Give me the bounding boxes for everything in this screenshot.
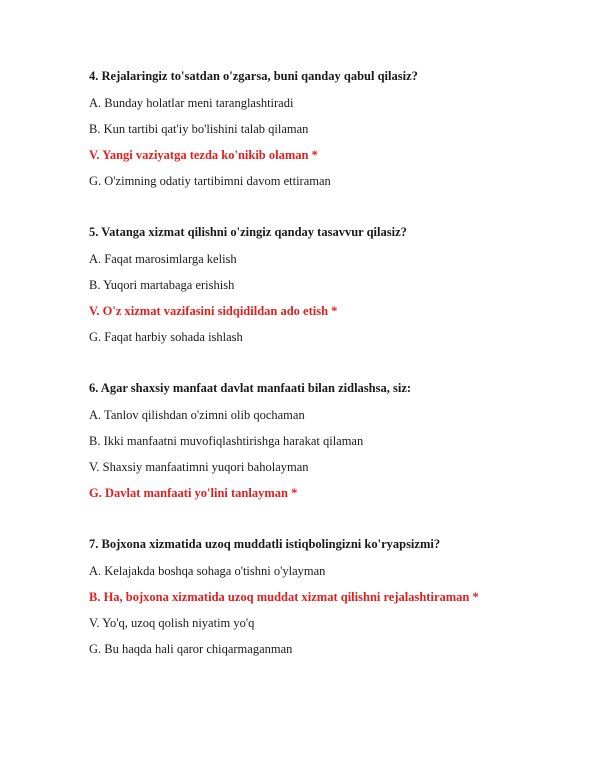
question-4 [89, 68, 569, 189]
option-a: A. Bunday holatlar meni taranglashtiradi [89, 96, 294, 110]
option-v-correct: V. O'z xizmat vazifasini sidqidildan ado etish * [89, 304, 338, 318]
option-v-correct: V. Yangi vaziyatga tezda ko'nikib olaman * [89, 148, 318, 162]
question-6 [89, 380, 569, 501]
question-title: 4. Rejalaringiz to'satdan o'zgarsa, buni qanday qabul qilasiz? [89, 69, 418, 83]
option-b-correct: B. Ha, bojxona xizmatida uzoq muddat xizmat qilishni rejalashtiraman * [89, 590, 479, 604]
option-g: G. Bu haqda hali qaror chiqarmaganman [89, 642, 293, 656]
question-title: 5. Vatanga xizmat qilishni o'zingiz qanday tasavvur qilasiz? [89, 225, 407, 239]
option-a: A. Tanlov qilishdan o'zimni olib qochaman [89, 408, 305, 422]
option-a: A. Kelajakda boshqa sohaga o'tishni o'ylayman [89, 564, 326, 578]
question-7 [89, 536, 569, 657]
option-g: G. Faqat harbiy sohada ishlash [89, 330, 243, 344]
option-v: V. Yo'q, uzoq qolish niyatim yo'q [89, 616, 255, 630]
option-a: A. Faqat marosimlarga kelish [89, 252, 237, 266]
option-v: V. Shaxsiy manfaatimni yuqori baholayman [89, 460, 309, 474]
option-b: B. Kun tartibi qat'iy bo'lishini talab qilaman [89, 122, 309, 136]
question-title: 7. Bojxona xizmatida uzoq muddatli istiqbolingizni ko'ryapsizmi? [89, 537, 441, 551]
question-5 [89, 224, 569, 345]
option-b: B. Yuqori martabaga erishish [89, 278, 235, 292]
option-b: B. Ikki manfaatni muvofiqlashtirishga harakat qilaman [89, 434, 364, 448]
option-g-correct: G. Davlat manfaati yo'lini tanlayman * [89, 486, 298, 500]
option-g: G. O'zimning odatiy tartibimni davom ettiraman [89, 174, 331, 188]
question-title: 6. Agar shaxsiy manfaat davlat manfaati bilan zidlashsa, siz: [89, 381, 412, 395]
